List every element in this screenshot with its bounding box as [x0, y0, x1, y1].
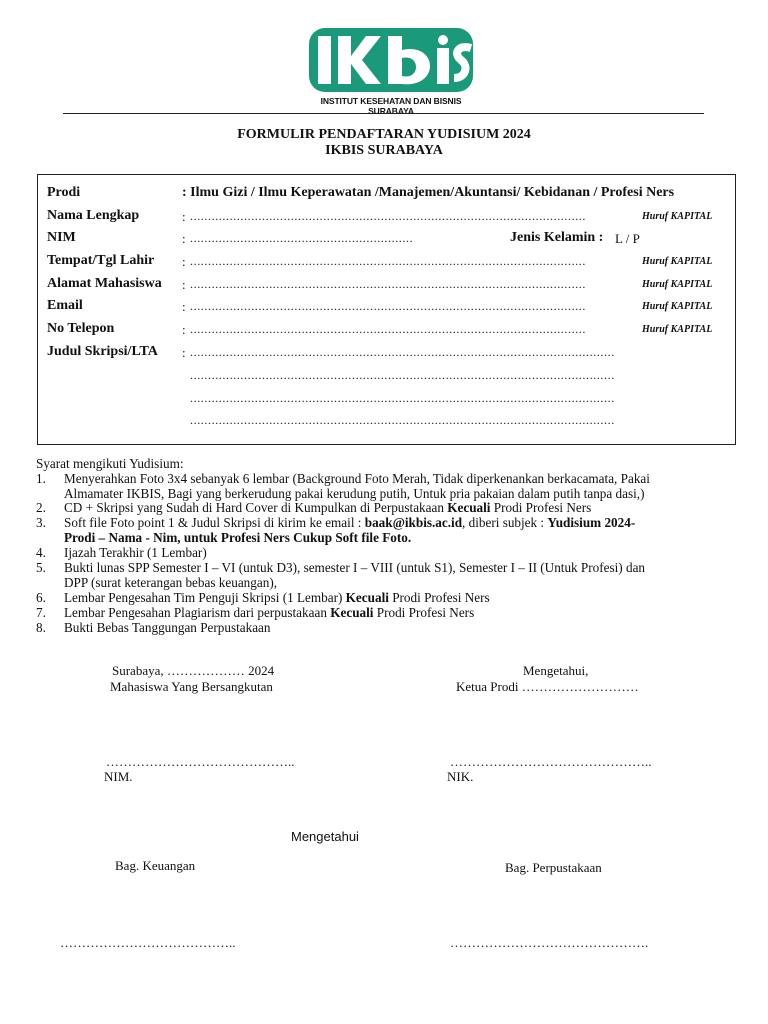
prodi-label: Prodi	[47, 185, 81, 200]
ttl-colon: :	[182, 254, 186, 269]
nim-colon: :	[182, 231, 186, 246]
ttl-label: Tempat/Tgl Lahir	[47, 253, 155, 268]
item-number: 8.	[36, 620, 46, 635]
acknowledge-label: Mengetahui,	[523, 663, 589, 678]
library-role: Bag. Perpustakaan	[505, 860, 602, 875]
jenis-kelamin-options[interactable]: L / P	[615, 231, 640, 246]
judul-field-line-3[interactable]: ......................................................................................................................	[190, 391, 615, 405]
item-text-continued: Almamater IKBIS, Bagi yang berkerudung pakai kerudung putih, Untuk pria pakaian dalam putih tanpa dasi,)	[64, 486, 645, 501]
item-text: Menyerahkan Foto 3x4 sebanyak 6 lembar (Background Foto Merah, Tidak diperkenankan berkacamata, Pakai	[64, 471, 650, 486]
item-text: Bukti Bebas Tanggungan Perpustakaan	[64, 620, 271, 635]
requirement-item	[36, 560, 756, 592]
requirement-item	[36, 471, 756, 503]
nama-label: Nama Lengkap	[47, 208, 140, 223]
alamat-colon: :	[182, 277, 186, 292]
item-number: 6.	[36, 590, 46, 605]
item-text: Lembar Pengesahan Plagiarism dari perpustakaan Kecuali Prodi Profesi Ners	[64, 605, 475, 620]
judul-label: Judul Skripsi/LTA	[47, 344, 158, 359]
judul-field-line-1[interactable]: ......................................................................................................................	[190, 345, 615, 359]
item-text-continued: Prodi – Nama - Nim, untuk Profesi Ners Cukup Soft file Foto.	[64, 530, 412, 545]
judul-field-line-4[interactable]: ......................................................................................................................	[190, 413, 615, 427]
library-signature-line[interactable]: ……………………………………….	[450, 935, 649, 950]
requirement-item	[36, 515, 756, 547]
finance-role: Bag. Keuangan	[115, 858, 196, 873]
telepon-field[interactable]: ..............................................................................................................	[190, 322, 586, 336]
requirements-heading: Syarat mengikuti Yudisium:	[36, 456, 184, 471]
item-number: 5.	[36, 560, 46, 575]
place-date: Surabaya, ……………… 2024	[112, 663, 275, 678]
form-title: FORMULIR PENDAFTARAN YUDISIUM 2024	[237, 127, 531, 142]
item-text: CD + Skripsi yang Sudah di Hard Cover di Kumpulkan di Perpustakaan Kecuali Prodi Profesi Ners	[64, 500, 592, 515]
item-text: Ijazah Terakhir (1 Lembar)	[64, 545, 207, 560]
ttl-hint: Huruf KAPITAL	[642, 256, 713, 267]
item-number: 4.	[36, 545, 46, 560]
email-field[interactable]: ..............................................................................................................	[190, 299, 586, 313]
alamat-field[interactable]: ..............................................................................................................	[190, 277, 586, 291]
requirement-item	[36, 545, 756, 561]
prodi-options[interactable]: : Ilmu Gizi / Ilmu Keperawatan /Manajemen/Akuntansi/ Kebidanan / Profesi Ners	[182, 185, 675, 200]
acknowledge-label-2: Mengetahui	[291, 829, 359, 844]
email-colon: :	[182, 299, 186, 314]
item-number: 3.	[36, 515, 46, 530]
judul-field-line-2[interactable]: ......................................................................................................................	[190, 368, 615, 382]
item-text: Lembar Pengesahan Tim Penguji Skripsi (1 Lembar) Kecuali Prodi Profesi Ners	[64, 590, 490, 605]
telepon-hint: Huruf KAPITAL	[642, 324, 713, 335]
finance-signature-line[interactable]: …………………………………..	[60, 935, 236, 950]
email-hint: Huruf KAPITAL	[642, 301, 713, 312]
requirement-item	[36, 590, 756, 606]
item-text: Soft file Foto point 1 & Judul Skripsi di kirim ke email : baak@ikbis.ac.id, diberi subjek : Yudisium 2024-	[64, 515, 636, 530]
head-of-program-role: Ketua Prodi ………………………	[456, 679, 639, 694]
nim-field[interactable]: ..............................................................	[190, 231, 414, 245]
item-text-continued: DPP (surat keterangan bebas keuangan),	[64, 575, 278, 590]
header-divider	[63, 113, 704, 114]
jenis-kelamin-label: Jenis Kelamin :	[510, 230, 604, 245]
nama-field[interactable]: ..............................................................................................................	[190, 209, 586, 223]
email-link[interactable]: baak@ikbis.ac.id	[364, 515, 463, 530]
telepon-label: No Telepon	[47, 321, 115, 336]
alamat-label: Alamat Mahasiswa	[47, 276, 162, 291]
judul-colon: :	[182, 345, 186, 360]
nama-colon: :	[182, 209, 186, 224]
nim-label: NIM	[47, 230, 76, 245]
ikbis-logo	[306, 24, 476, 114]
ikbis-logo-mark	[306, 24, 476, 96]
logo-subtitle: INSTITUT KESEHATAN DAN BISNIS SURABAYA	[320, 96, 462, 116]
form-subtitle: IKBIS SURABAYA	[325, 143, 443, 158]
item-number: 1.	[36, 471, 46, 486]
head-signature-line[interactable]: ………………………………………..	[450, 754, 652, 769]
requirement-item	[36, 605, 756, 621]
email-label: Email	[47, 298, 83, 313]
requirement-item	[36, 500, 756, 516]
ttl-field[interactable]: ..............................................................................................................	[190, 254, 586, 268]
requirement-item	[36, 620, 756, 636]
item-text: Bukti lunas SPP Semester I – VI (untuk D3), semester I – VIII (untuk S1), Semester I – II (Untuk Profesi) dan	[64, 560, 646, 575]
nik-sign-label: NIK.	[447, 769, 474, 784]
telepon-colon: :	[182, 322, 186, 337]
item-number: 7.	[36, 605, 46, 620]
student-role: Mahasiswa Yang Bersangkutan	[110, 679, 273, 694]
alamat-hint: Huruf KAPITAL	[642, 279, 713, 290]
nim-sign-label: NIM.	[104, 769, 133, 784]
student-signature-line[interactable]: ……………………………………..	[106, 754, 295, 769]
nama-hint: Huruf KAPITAL	[642, 211, 713, 222]
item-number: 2.	[36, 500, 46, 515]
